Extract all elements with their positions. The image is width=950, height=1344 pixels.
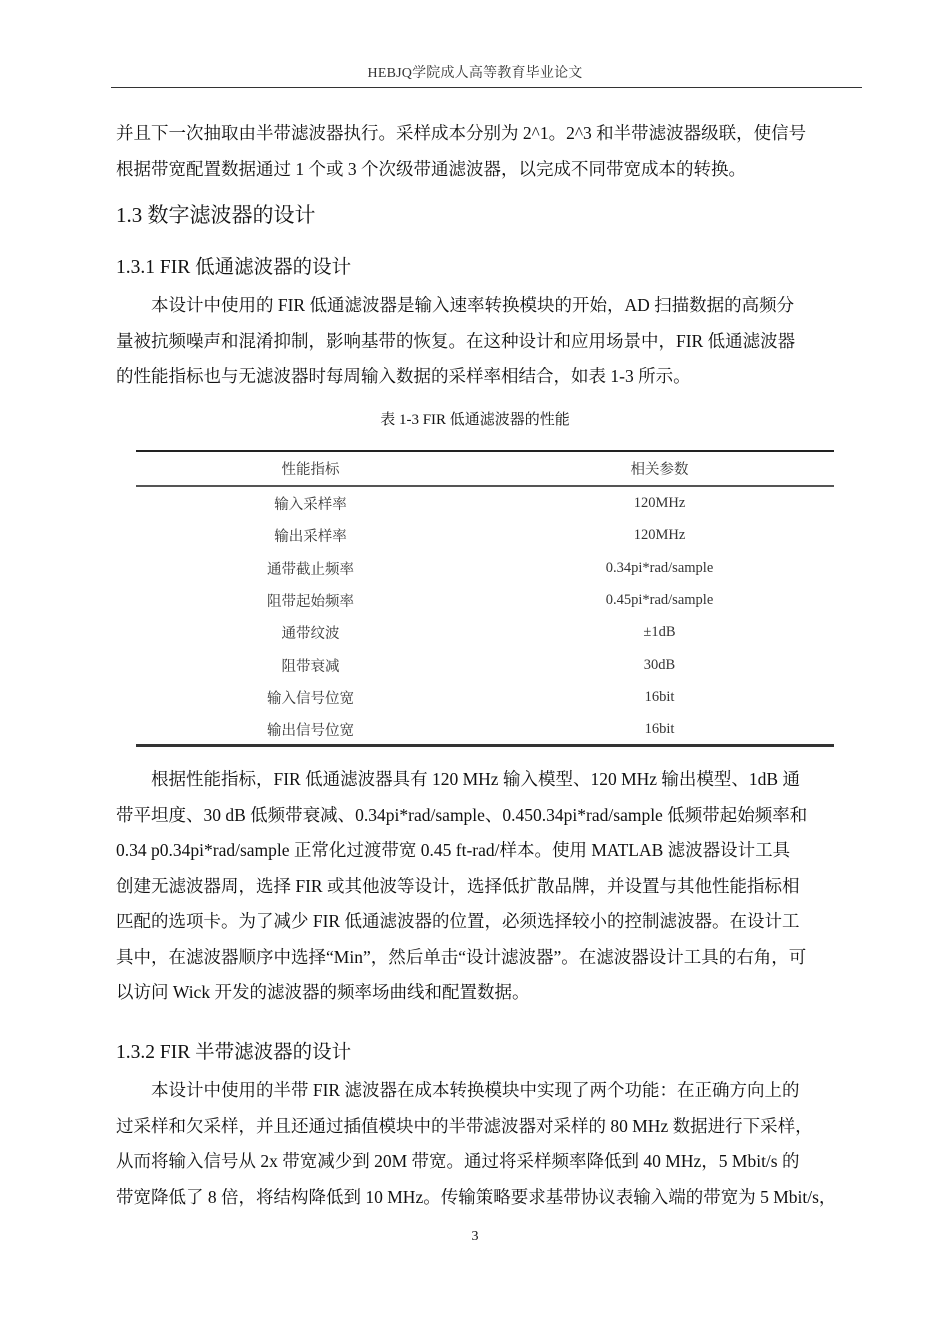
table-cell: 输入信号位宽 xyxy=(267,690,354,707)
text-line: 带宽降低了 8 倍，将结构降低到 10 MHz。传输策略要求基带协议表输入端的带宽为 5 Mbit/s， xyxy=(116,1186,837,1207)
section-heading-1-3-1: 1.3.1 FIR 低通滤波器的设计 xyxy=(116,257,352,278)
table-row xyxy=(136,681,834,713)
column-header: 性能指标 xyxy=(281,461,340,478)
table-cell: 0.45pi*rad/sample xyxy=(605,591,714,608)
header-divider xyxy=(111,87,862,88)
table-cell: 30dB xyxy=(643,656,676,673)
section-heading-1-3-2: 1.3.2 FIR 半带滤波器的设计 xyxy=(116,1042,352,1063)
table-cell: 通带截止频率 xyxy=(267,561,354,578)
text-line: 根据性能指标，FIR 低通滤波器具有 120 MHz 输入模型、120 MHz 输出模型、1dB 通 xyxy=(151,769,800,789)
header-title: HEBJQ学院成人高等教育毕业论文 xyxy=(367,66,583,81)
text-line: 0.34 p0.34pi*rad/sample 正常化过渡带宽 0.45 ft-rad/样本。使用 MATLAB 滤波器设计工具 xyxy=(116,840,791,860)
text-line: 具中，在滤波器顺序中选择“Min”，然后单击“设计滤波器”。在滤波器设计工具的右角，可 xyxy=(116,946,807,967)
table-row xyxy=(136,584,834,616)
table-header-row xyxy=(136,452,834,484)
text-line: 量被抗频噪声和混淆抑制，影响基带的恢复。在这种设计和应用场景中，FIR 低通滤波器 xyxy=(116,330,796,351)
section-heading-1-3: 1.3 数字滤波器的设计 xyxy=(116,203,316,227)
table-cell: 输出采样率 xyxy=(274,528,347,545)
text-line: 匹配的选项卡。为了减少 FIR 低通滤波器的位置，必须选择较小的控制滤波器。在设计工 xyxy=(116,911,800,931)
text-line: 带平坦度、30 dB 低频带衰减、0.34pi*rad/sample、0.450.34pi*rad/sample 低频带起始频率和 xyxy=(116,804,808,825)
table-bottom-rule xyxy=(136,744,834,747)
text-line: 的性能指标也与无滤波器时每周输入数据的采样率相结合，如表 1-3 所示。 xyxy=(116,366,691,386)
table-caption: 表 1-3 FIR 低通滤波器的性能 xyxy=(380,412,570,428)
table-cell: 阻带衰减 xyxy=(281,658,340,675)
table-row xyxy=(136,487,834,519)
table-row xyxy=(136,616,834,648)
after-table-paragraph xyxy=(116,762,860,1011)
section-1-3-2-paragraph xyxy=(116,1073,860,1215)
table-cell: ±1dB xyxy=(643,623,676,640)
text-line: 从而将输入信号从 2x 带宽减少到 20M 带宽。通过将采样频率降低到 40 MHz，5 Mbit/s 的 xyxy=(116,1151,800,1171)
text-line: 创建无滤波器周，选择 FIR 或其他波等设计，选择低扩散品牌，并设置与其他性能指标相 xyxy=(116,875,800,896)
table-cell: 16bit xyxy=(644,688,675,705)
table-cell: 阻带起始频率 xyxy=(267,593,354,610)
text-line: 过采样和欠采样，并且还通过插值模块中的半带滤波器对采样的 80 MHz 数据进行下采样， xyxy=(116,1115,813,1136)
text-line: 本设计中使用的 FIR 低通滤波器是输入速率转换模块的开始，AD 扫描数据的高频分 xyxy=(151,295,795,315)
page-number: 3 xyxy=(471,1229,479,1244)
text-line: 并且下一次抽取由半带滤波器执行。采样成本分别为 2^1。2^3 和半带滤波器级联，使信号 xyxy=(116,123,807,143)
text-line: 本设计中使用的半带 FIR 滤波器在成本转换模块中实现了两个功能：在正确方向上的 xyxy=(151,1080,800,1100)
table-cell: 0.34pi*rad/sample xyxy=(605,559,714,576)
table-cell: 120MHz xyxy=(633,494,686,511)
table-cell: 输入采样率 xyxy=(274,496,347,513)
table-cell: 通带纹波 xyxy=(281,625,340,642)
table-cell: 120MHz xyxy=(633,526,686,543)
table-row xyxy=(136,649,834,681)
column-header: 相关参数 xyxy=(630,461,689,478)
table-row xyxy=(136,519,834,551)
text-line: 根据带宽配置数据通过 1 个或 3 个次级带通滤波器，以完成不同带宽成本的转换。 xyxy=(116,158,746,179)
section-1-3-1-paragraph xyxy=(116,288,860,395)
table-cell: 输出信号位宽 xyxy=(267,722,354,739)
table-row xyxy=(136,552,834,584)
table-cell: 16bit xyxy=(644,720,675,737)
table-row xyxy=(136,713,834,745)
intro-paragraph xyxy=(116,116,860,187)
text-line: 以访问 Wick 开发的滤波器的频率场曲线和配置数据。 xyxy=(116,982,530,1002)
